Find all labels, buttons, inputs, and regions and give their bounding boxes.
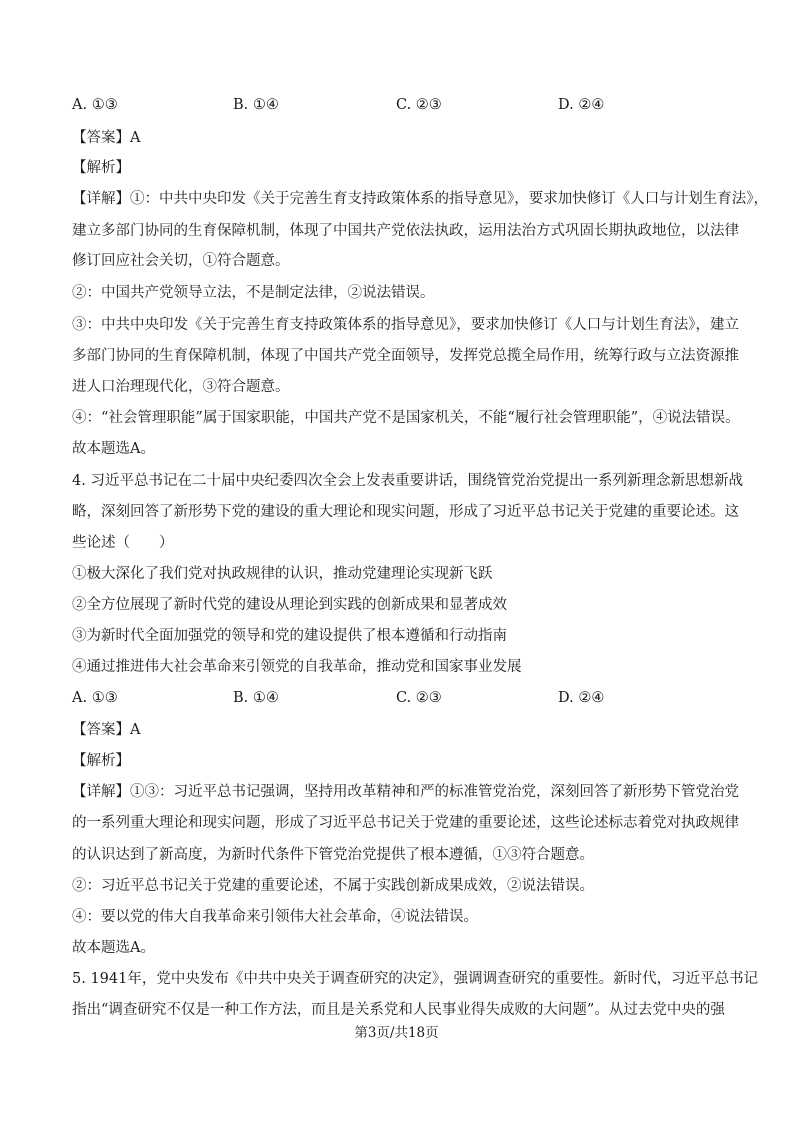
q3-analysis-line: 多部门协同的生育保障机制，体现了中国共产党全面领导，发挥党总揽全局作用，统筹行政与立法资源推 [72, 348, 739, 364]
q3-option-a: A. ①③ [72, 97, 118, 113]
q4-option-b: B. ①④ [233, 690, 279, 706]
q4-stem-line: 略，深刻回答了新形势下党的建设的重大理论和现实问题，形成了习近平总书记关于党建的重要论述。这 [72, 504, 739, 520]
q5-stem-line: 指出“调查研究不仅是一种工作方法，而且是关系党和人民事业得失成败的大问题”。从过去党中央的强 [72, 1002, 725, 1018]
q3-answer: 【答案】A [72, 130, 141, 146]
q4-option-d: D. ②④ [558, 690, 605, 706]
q4-analysis-line: ④：要以党的伟大自我革命来引领伟大社会革命，④说法错误。 [72, 909, 478, 925]
q4-stem-line: 些论述（ ） [72, 535, 174, 551]
page-footer: 第3页/共18页 [354, 1025, 439, 1041]
q3-analysis-line: 进人口治理现代化，③符合题意。 [72, 379, 290, 395]
q4-analysis-line: 【详解】①③：习近平总书记强调，坚持用改革精神和严的标准管党治党，深刻回答了新形势下管党治党 [72, 784, 739, 800]
q3-analysis-line: 修订回应社会关切，①符合题意。 [72, 253, 290, 269]
q4-answer: 【答案】A [72, 722, 141, 738]
q3-analysis-line: 【详解】①：中共中央印发《关于完善生育支持政策体系的指导意见》，要求加快修订《人口与计划生育法》， [72, 191, 768, 207]
q4-option-c: C. ②③ [396, 690, 442, 706]
q4-statement: ③为新时代全面加强党的领导和党的建设提供了根本遵循和行动指南 [72, 628, 507, 644]
q3-analysis-line: 故本题选A。 [72, 441, 155, 457]
q3-analysis-line: ④：“社会管理职能”属于国家职能，中国共产党不是国家机关，不能“履行社会管理职能”，④说法错误。 [72, 410, 740, 426]
q3-analysis-line: 建立多部门协同的生育保障机制，体现了中国共产党依法执政，运用法治方式巩固长期执政地位，以法律 [72, 223, 739, 239]
q4-analysis-line: 故本题选A。 [72, 940, 155, 956]
q4-statement: ④通过推进伟大社会革命来引领党的自我革命，推动党和国家事业发展 [72, 659, 522, 675]
q4-analysis-line: 的认识达到了新高度，为新时代条件下管党治党提供了根本遵循，①③符合题意。 [72, 847, 594, 863]
q4-analysis-label: 【解析】 [72, 753, 130, 769]
q3-option-d: D. ②④ [558, 97, 605, 113]
q3-option-c: C. ②③ [396, 97, 442, 113]
q3-analysis-line: ③：中共中央印发《关于完善生育支持政策体系的指导意见》，要求加快修订《人口与计划生育法》，建立 [72, 317, 739, 333]
q3-option-b: B. ①④ [233, 97, 279, 113]
q4-stem-line: 4. 习近平总书记在二十届中央纪委四次全会上发表重要讲话，围绕管党治党提出一系列新理念新思想新战 [72, 473, 743, 489]
q3-analysis-label: 【解析】 [72, 160, 130, 176]
q4-analysis-line: 的一系列重大理论和现实问题，形成了习近平总书记关于党建的重要论述，这些论述标志着党对执政规律 [72, 815, 739, 831]
q4-option-a: A. ①③ [72, 690, 118, 706]
q3-analysis-line: ②：中国共产党领导立法，不是制定法律，②说法错误。 [72, 285, 435, 301]
q5-stem-line: 5. 1941年，党中央发布《中共中央关于调查研究的决定》，强调调查研究的重要性。新时代，习近平总书记 [72, 971, 759, 987]
q4-statement: ②全方位展现了新时代党的建设从理论到实践的创新成果和显著成效 [72, 597, 507, 613]
q4-analysis-line: ②：习近平总书记关于党建的重要论述，不属于实践创新成果成效，②说法错误。 [72, 878, 594, 894]
q4-statement: ①极大深化了我们党对执政规律的认识，推动党建理论实现新飞跃 [72, 566, 493, 582]
